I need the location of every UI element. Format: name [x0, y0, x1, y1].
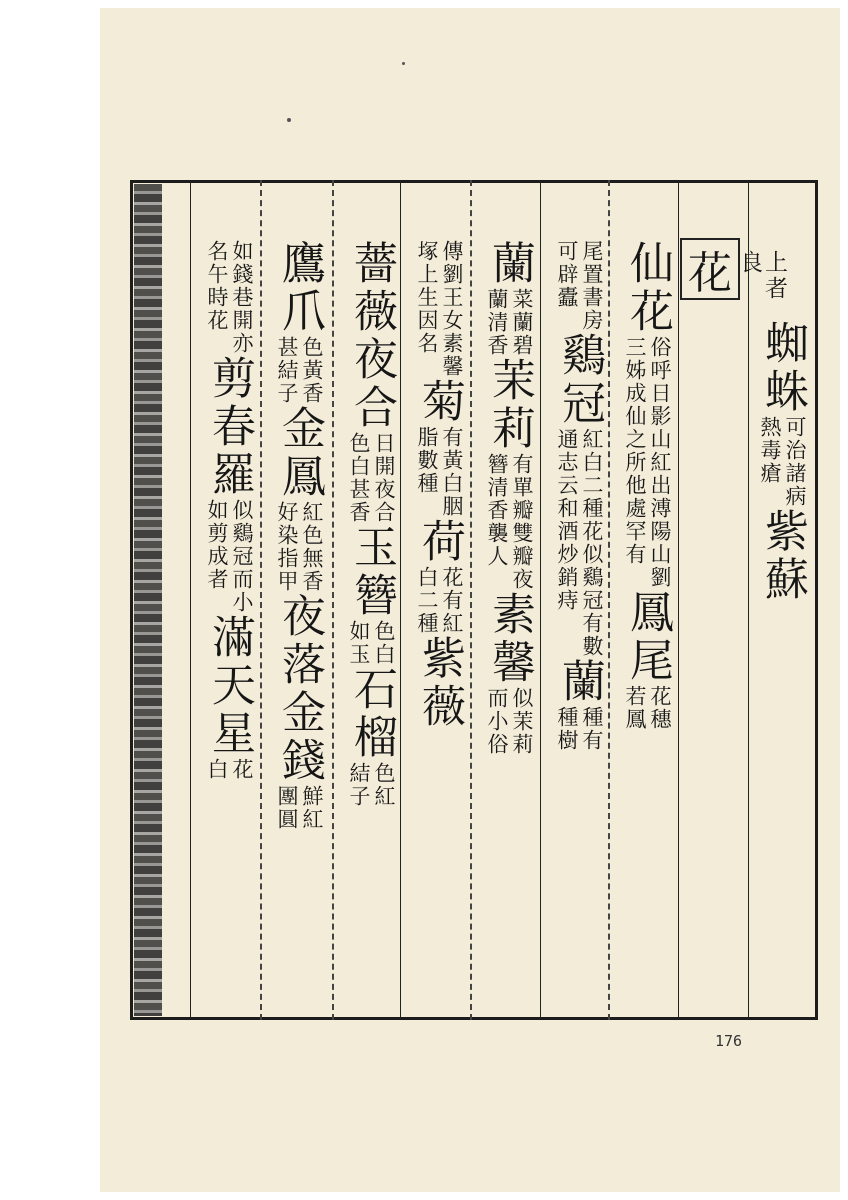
entry-term: 剪春羅: [204, 355, 255, 499]
entry-term: 玉簪: [346, 524, 397, 620]
entry-term: 素馨: [484, 591, 535, 687]
annotation-line: 白: [205, 758, 229, 781]
entry-term: 鳳尾: [622, 589, 673, 685]
entry-term: 薔薇: [346, 240, 397, 336]
annotation-line: 甚結子: [275, 336, 299, 405]
annotation-line: 種樹: [555, 706, 579, 752]
text-column: [344, 240, 398, 1020]
annotation-line: 花有紅: [440, 566, 464, 635]
annotation-line: 色紅: [372, 762, 396, 808]
annotation-line: 可治諸病: [783, 416, 807, 508]
annotation-line: 如玉: [347, 620, 371, 666]
annotation-line: 花穗: [648, 685, 672, 731]
annotation-line: 若鳳: [623, 685, 647, 731]
text-column: [482, 240, 536, 1020]
section-heading: 花: [680, 238, 740, 300]
entry-term: 鷄冠: [554, 332, 605, 428]
annotation-pair: [414, 240, 464, 378]
entry-term: 仙花: [622, 240, 673, 336]
column-rule: [540, 180, 541, 1020]
annotation-pair: [414, 426, 464, 518]
text-column: [412, 240, 466, 1020]
annotation-line: 名午時花: [205, 240, 229, 332]
annotation-pair: [554, 240, 604, 332]
annotation-line: 紅色無香: [300, 501, 324, 593]
annotation-pair: [484, 687, 534, 756]
text-column: [752, 320, 812, 1100]
annotation-pair: [622, 336, 672, 589]
annotation-line: 鮮紅: [300, 785, 324, 831]
annotation-pair: [274, 501, 324, 593]
annotation-line: 熱毒瘡: [758, 416, 782, 485]
entry-term: 石榴: [346, 666, 397, 762]
annotation-pair: [554, 428, 604, 658]
annotation-line: 三姊成仙之所他處罕有: [623, 336, 647, 566]
annotation-line: 種有: [580, 706, 604, 752]
annotation-pair: [346, 620, 396, 666]
annotation-pair: [274, 785, 324, 831]
annotation-line: 菜蘭碧: [510, 288, 534, 357]
annotation-line: 色白甚香: [347, 432, 371, 524]
annotation-line: 結子: [347, 762, 371, 808]
annotation-line: 如錢巷開亦: [230, 240, 254, 355]
entry-term: 滿天星: [204, 614, 255, 758]
annotation-line: 花: [230, 758, 254, 781]
annotation-line: 團圓: [275, 785, 299, 831]
entry-term: 荷: [414, 518, 465, 566]
annotation-pair: [622, 685, 672, 731]
column-rule: [260, 180, 262, 1020]
annotation-line: 蘭清香: [485, 288, 509, 357]
text-column: [552, 240, 606, 1020]
fold-margin-strip: [134, 184, 162, 1016]
annotation-pair: [484, 288, 534, 357]
text-column: [620, 240, 674, 1020]
annotation-pair: [204, 499, 254, 614]
annotation-line: 似茉莉: [510, 687, 534, 756]
annotation-line: 有黃白胭: [440, 426, 464, 518]
entry-term: 金鳳: [274, 405, 325, 501]
annotation-line: 日開夜合: [372, 432, 396, 524]
column-rule: [332, 180, 334, 1020]
annotation-line: 色黃香: [300, 336, 324, 405]
annotation-line: 色白: [372, 620, 396, 666]
column-rule: [190, 180, 191, 1020]
annotation-line: 傳劉王女素馨: [440, 240, 464, 378]
annotation-line: 有單瓣雙瓣夜: [510, 453, 534, 591]
annotation-pair: [414, 566, 464, 635]
column-rule: [678, 180, 679, 1020]
annotation-pair: [204, 758, 254, 781]
annotation-line: 紅白二種花似鷄冠有數: [580, 428, 604, 658]
page-number: 176: [715, 1032, 743, 1050]
entry-term: 茉莉: [484, 357, 535, 453]
annotation-line: 簪清香襲人: [485, 453, 509, 568]
annotation-line: 通志云和酒炒銷痔: [555, 428, 579, 612]
annotation-line: 好染指甲: [275, 501, 299, 593]
annotation-line: 似鷄冠而小: [230, 499, 254, 614]
annotation-line: 塚上生因名: [415, 240, 439, 355]
text-column: [272, 240, 326, 1020]
entry-term: 鷹爪: [274, 240, 325, 336]
column-rule: [470, 180, 472, 1020]
speck: [287, 118, 291, 122]
annotation-line: 尾置書房: [580, 240, 604, 332]
entry-term: 菊: [414, 378, 465, 426]
annotation-pair: [484, 453, 534, 591]
text-line: 良: [736, 250, 762, 276]
speck: [402, 62, 405, 65]
column-rule: [400, 180, 401, 1020]
annotation-pair: [757, 416, 807, 508]
annotation-pair: [554, 706, 604, 752]
annotation-line: 白二種: [415, 566, 439, 635]
annotation-pair: [274, 336, 324, 405]
text-line: 上者: [761, 250, 787, 302]
annotation-line: 脂數種: [415, 426, 439, 495]
annotation-pair: [204, 240, 254, 355]
annotation-pair: [346, 762, 396, 808]
column-rule: [608, 180, 610, 1020]
text-column: [202, 240, 256, 1020]
entry-term: 蘭: [484, 240, 535, 288]
entry-term: 夜落金錢: [274, 593, 325, 785]
annotation-line: 可辟蠹: [555, 240, 579, 309]
entry-term: 紫薇: [414, 635, 465, 731]
entry-term: 夜合: [346, 336, 397, 432]
annotation-line: 如剪成者: [205, 499, 229, 591]
annotation-line: 而小俗: [485, 687, 509, 756]
entry-term: 蜘蛛: [757, 320, 808, 416]
entry-term: 紫蘇: [757, 508, 808, 604]
annotation-pair: [346, 432, 396, 524]
entry-term: 蘭: [554, 658, 605, 706]
annotation-line: 俗呼日影山紅出溥陽山劉: [648, 336, 672, 589]
